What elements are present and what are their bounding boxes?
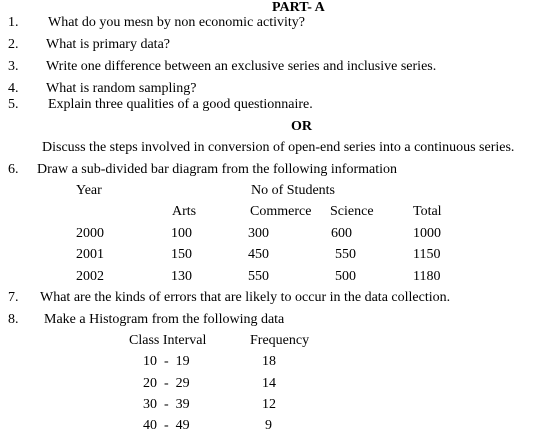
question-number: 7. [8,290,19,305]
cell-total: 1150 [413,247,441,262]
cell-total: 1180 [413,269,441,284]
or-label: OR [291,119,312,134]
question-text: Explain three qualities of a good questionnaire. [48,97,313,112]
cell-year: 2000 [76,226,104,241]
question-number: 4. [8,81,19,96]
question-number: 5. [8,97,19,112]
cell-class-interval: 10 - 19 [143,354,190,369]
cell-year: 2001 [76,247,104,262]
cell-arts: 150 [171,247,192,262]
cell-frequency: 18 [262,354,276,369]
question-text: Write one difference between an exclusive series and inclusive series. [46,59,437,74]
question-text: Draw a sub-divided bar diagram from the following information [37,162,398,177]
column-header-total: Total [413,204,442,219]
cell-year: 2002 [76,269,104,284]
column-header-arts: Arts [172,204,197,219]
question-text: Make a Histogram from the following data [44,312,285,327]
cell-class-interval: 40 - 49 [143,418,190,433]
cell-science: 500 [335,269,356,284]
question-text: What is random sampling? [46,81,197,96]
cell-class-interval: 20 - 29 [143,376,190,391]
cell-frequency: 9 [265,418,272,433]
question-text: What are the kinds of errors that are likely to occur in the data collection. [40,290,451,305]
question-number: 2. [8,37,19,52]
cell-arts: 130 [171,269,192,284]
cell-total: 1000 [413,226,441,241]
question-number: 6. [8,162,19,177]
column-header-science: Science [330,204,374,219]
question-text: What is primary data? [46,37,171,52]
cell-commerce: 450 [248,247,269,262]
column-header-commerce: Commerce [250,204,312,219]
alternative-question: Discuss the steps involved in conversion of open-end series into a continuous series. [42,140,515,155]
header-class-interval: Class Interval [129,333,207,348]
cell-commerce: 550 [248,269,269,284]
question-number: 8. [8,312,19,327]
cell-arts: 100 [171,226,192,241]
cell-science: 550 [335,247,356,262]
question-number: 1. [8,15,19,30]
header-frequency: Frequency [250,333,310,348]
cell-commerce: 300 [248,226,269,241]
cell-science: 600 [331,226,352,241]
cell-frequency: 12 [262,397,276,412]
question-number: 3. [8,59,19,74]
cell-class-interval: 30 - 39 [143,397,190,412]
question-text: What do you mesn by non economic activity? [48,15,305,30]
cell-frequency: 14 [262,376,276,391]
header-year: Year [76,183,102,198]
header-no-of-students: No of Students [251,183,335,198]
part-a-heading: PART- A [272,0,325,15]
